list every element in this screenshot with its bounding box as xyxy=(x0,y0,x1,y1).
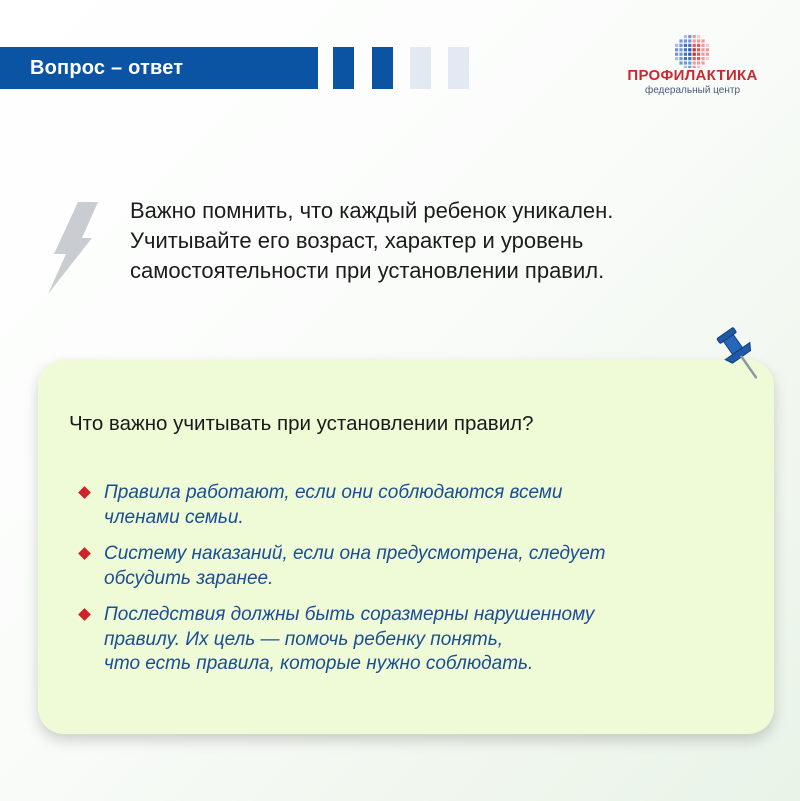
intro-text xyxy=(130,196,770,286)
list-item-line: правилу. Их цель — помочь ребенку понять, xyxy=(104,628,503,650)
diamond-bullet-icon xyxy=(78,547,91,560)
list-item-line: Последствия должны быть соразмерны нарушенному xyxy=(104,604,595,625)
list-item-line: членами семьи. xyxy=(104,506,244,528)
list-item xyxy=(80,481,760,530)
info-card xyxy=(38,360,774,734)
intro-line: Важно помнить, что каждый ребенок уникален. xyxy=(130,198,614,223)
intro-line: Учитывайте его возраст, характер и уровень xyxy=(130,228,584,253)
logo-subtitle: федеральный центр xyxy=(644,85,741,96)
diamond-bullet-icon xyxy=(78,608,91,621)
lightning-icon xyxy=(48,202,98,294)
header-bar xyxy=(0,47,318,89)
logo-grid-icon xyxy=(673,34,709,68)
list-item xyxy=(80,603,760,677)
diamond-bullet-icon xyxy=(78,486,91,499)
bullet-list xyxy=(80,481,760,689)
list-item-line: Правила работают, если они соблюдаются всеми xyxy=(104,482,563,503)
header-title: Вопрос – ответ xyxy=(30,57,184,79)
decor-stripe-4 xyxy=(448,47,469,89)
logo-name: ПРОФИЛАКТИКА xyxy=(627,67,758,84)
list-item-line: Систему наказаний, если она предусмотрена, следует xyxy=(104,543,606,564)
decor-stripe-3 xyxy=(410,47,431,89)
pushpin-icon xyxy=(712,322,770,390)
decor-stripe-2 xyxy=(372,47,393,89)
list-item xyxy=(80,542,760,591)
list-item-line: обсудить заранее. xyxy=(104,567,274,589)
card-heading: Что важно учитывать при установлении правил? xyxy=(69,412,534,435)
list-item-line: что есть правила, которые нужно соблюдать. xyxy=(104,653,534,674)
decor-stripe-1 xyxy=(333,47,354,89)
logo xyxy=(610,34,775,100)
intro-line: самостоятельности при установлении правил. xyxy=(130,258,605,283)
